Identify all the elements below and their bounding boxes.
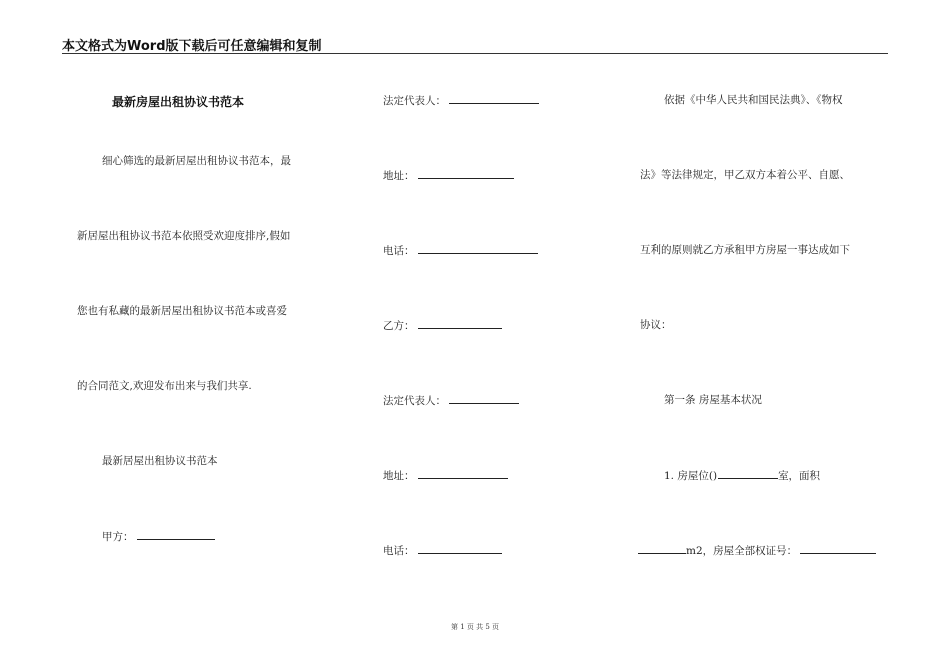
legal-rep-2-label: 法定代表人： <box>383 395 446 407</box>
page-footer: 第 1 页 共 5 页 <box>450 623 500 631</box>
phone-1-row <box>383 243 538 258</box>
legal-rep-2-row <box>383 393 519 408</box>
address-2-row <box>383 468 508 483</box>
intro-line-3: 您也有私藏的最新居屋出租协议书范本或喜爱 <box>77 305 287 317</box>
phone-1-blank <box>418 243 538 254</box>
intro-line-1: 细心筛选的最新居屋出租协议书范本，最 <box>102 155 291 167</box>
party-b-label: 乙方： <box>383 320 415 332</box>
party-a-row <box>102 529 215 544</box>
area-blank <box>638 543 686 554</box>
basis-line-1: 依据《中华人民共和国民法典》、《物权 <box>664 94 843 106</box>
basis-line-3: 互利的原则就乙方承租甲方房屋一事达成如下 <box>640 244 850 256</box>
basis-line-2: 法》等法律规定，甲乙双方本着公平、自愿、 <box>640 169 850 181</box>
phone-2-row <box>383 543 502 558</box>
address-1-label: 地址： <box>383 170 415 182</box>
party-a-blank <box>137 529 215 540</box>
page-header <box>62 34 888 54</box>
cert-label: m2，房屋全部权证号： <box>686 545 798 557</box>
address-2-label: 地址： <box>383 470 415 482</box>
legal-rep-1-blank <box>449 93 539 104</box>
address-1-row <box>383 168 514 183</box>
phone-1-label: 电话： <box>383 245 415 257</box>
address-2-blank <box>418 468 508 479</box>
phone-2-label: 电话： <box>383 545 415 557</box>
basis-line-4: 协议： <box>640 319 672 331</box>
document-title: 最新房屋出租协议书范本 <box>112 95 245 109</box>
phone-2-blank <box>418 543 502 554</box>
item-1-location-label: 1. 房屋位() <box>664 470 718 482</box>
intro-line-4: 的合同范文,欢迎发布出来与我们共享. <box>77 380 252 392</box>
legal-rep-1-row <box>383 93 539 108</box>
legal-rep-1-label: 法定代表人： <box>383 95 446 107</box>
address-1-blank <box>418 168 514 179</box>
header-title: 本文格式为Word版下载后可任意编辑和复制 <box>62 39 322 54</box>
intro-line-2: 新居屋出租协议书范本依照受欢迎度排序,假如 <box>77 230 291 242</box>
party-b-blank <box>418 318 502 329</box>
cert-number-blank <box>800 543 876 554</box>
item-1-row <box>664 468 820 483</box>
party-a-label: 甲方： <box>102 531 134 543</box>
party-b-row <box>383 318 502 333</box>
item-1-cont-row <box>638 543 876 558</box>
item-1-room-blank <box>718 468 778 479</box>
subtitle: 最新居屋出租协议书范本 <box>102 455 218 467</box>
legal-rep-2-blank <box>449 393 519 404</box>
article-1-heading: 第一条 房屋基本状况 <box>664 394 762 406</box>
item-1-area-label: 室，面积 <box>778 470 821 482</box>
